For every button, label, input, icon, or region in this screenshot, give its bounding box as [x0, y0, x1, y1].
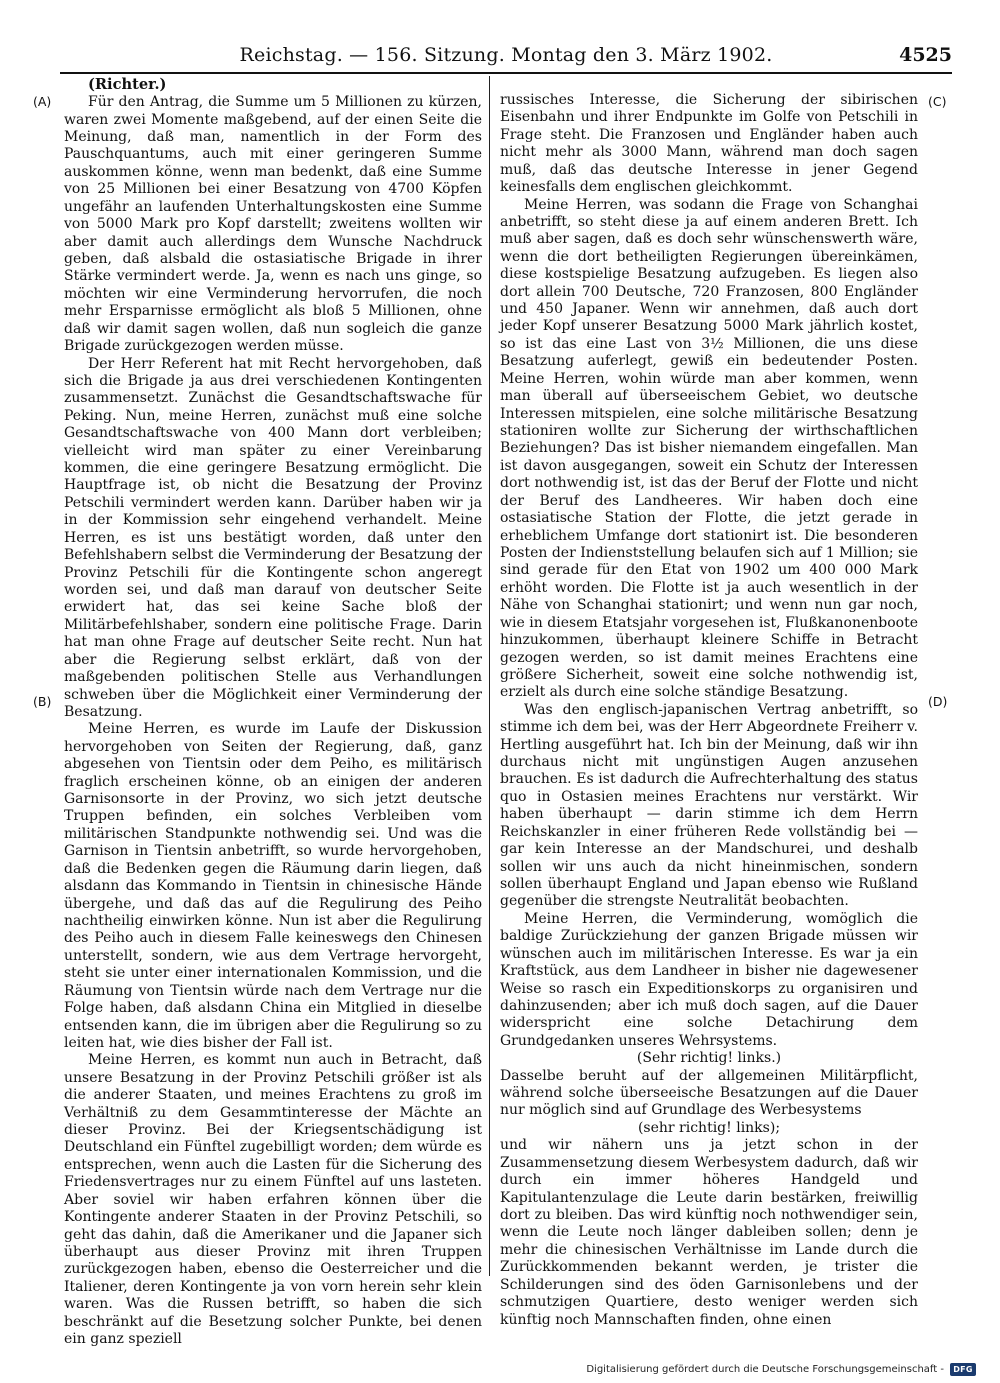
footer-credit — [586, 1363, 976, 1376]
margin-marker-b: (B) — [33, 694, 52, 709]
paragraph: Für den Antrag, die Summe um 5 Millionen zu kürzen, waren zwei Momente maßgebend, auf der einen Seite die Meinung, daß man, namentlich in der Form des Pauschquantums, auch mit einer geringeren Summe auskommen könne, wenn man bedenkt, daß eine Summe von 25 Millionen bei einer Besatzung von 4700 Köpfen ungefähr an laufenden Unterhaltungskosten eine Summe von 5000 Mark pro Kopf darstellt; zweitens wollten wir aber damit auch allerdings dem Wunsche Nachdruck geben, daß alsbald die ostasiatische Brigade in ihrer Stärke vermindert werde. Ja, wenn es nach uns ginge, so möchten wir eine Verminderung hervorrufen, die noch mehr Ersparnisse ermöglicht als bloß 5 Millionen, ohne daß wir damit sagen wollen, daß nun sogleich die ganze Brigade zurückgezogen werden müsse. — [64, 94, 482, 355]
footer-text: Digitalisierung gefördert durch die Deutsche Forschungsgemeinschaft - — [586, 1364, 944, 1375]
margin-marker-c: (C) — [928, 94, 947, 109]
paragraph: russisches Interesse, die Sicherung der sibirischen Eisenbahn und ihrer Endpunkte im Golfe von Petschili in Frage steht. Die Franzosen und Engländer haben auch nicht mehr als 3000 Mann, während man doch sagen muß, daß das deutsche Interesse in jener Gegend keinesfalls dem englischen gleichkommt. — [500, 92, 918, 196]
interjection: (Sehr richtig! links.) — [636, 1050, 782, 1067]
paragraph: Der Herr Referent hat mit Recht hervorgehoben, daß sich die Brigade ja aus drei verschiedenen Kontingenten zusammensetzt. Zunächst die Gesandtschaftswache für Peking. Nun, meine Herren, zunächst muß eine solche Gesandtschaftswache von 400 Mann dort verbleiben; vielleicht wird man später zu einer Vereinbarung kommen, die eine geringere Besatzung ermöglicht. Die Hauptfrage ist, ob nicht die Besatzung der Provinz Petschili vermindert werden kann. Darüber haben wir ja in der Kommission sehr eingehend verhandelt. Meine Herren, es ist uns bestätigt worden, daß unter den Befehlshabern selbst die Verminderung der Besatzung der Provinz Petschili für die Kontingente schon angeregt worden sei, und daß man darauf von deutscher Seite erwidert hat, das sei keine Sache bloß der Militärbefehlshaber, sondern eine politische Frage. Darin hat man ohne Frage auf deutscher Seite recht. Nun hat aber die Regierung selbst erklärt, daß von der maßgebenden politischen Stelle aus Verhandlungen schweben über die Möglichkeit einer Verminderung der Besatzung. — [64, 355, 482, 720]
paragraph: Meine Herren, was sodann die Frage von Schanghai anbetrifft, so steht diese ja auf einem anderen Brett. Ich muß aber sagen, daß es doch sehr wünschenswerth wäre, wenn die dort betheiligten Regierungen übereinkämen, diese kostspielige Besatzung aufzugeben. Es liegen also dort allein 700 Deutsche, 720 Franzosen, 800 Engländer und 450 Japaner. Wenn wir annehmen, daß auch dort jeder Kopf unserer Besatzung 5000 Mark jährlich kostet, so ist das eine Last von 3½ Millionen, die uns diese Besatzung auferlegt, gewiß ein bedeutender Posten. Meine Herren, wohin würde man aber kommen, wenn man überall auf überseeischem Gebiet, wo deutsche Interessen mitspielen, eine solche militärische Besatzung stationiren wollte zur Sicherung der wirthschaftlichen Beziehungen? Das ist bisher niemandem eingefallen. Man ist davon ausgegangen, soweit ein Schutz der Interessen dort nothwendig ist, ist das der Beruf der Flotte und nicht der Beruf des Landheeres. Wir haben doch eine ostasiatische Station der Flotte, die jetzt gerade in erheblichem Umfange dort stationirt ist. Die besonderen Posten der Indienststellung belaufen sich auf 1 Million; sie sind gerade für den Etat von 1902 um 400 000 Mark erhöht worden. Die Flotte ist ja auch wesentlich in der Nähe von Schanghai stationirt; und wenn nun gar noch, wie in diesem Etatsjahr vorgesehen ist, Flußkanonenboote hinzukommen, überhaupt kleinere Schiffe in Betracht gezogen werden, so ist damit meines Erachtens eine größere Sicherheit, soweit eine solche nothwendig ist, erzielt als durch eine solche ständige Besatzung. — [500, 196, 918, 701]
paragraph: Meine Herren, die Verminderung, womöglich die baldige Zurückziehung der ganzen Brigade müssen wir wünschen auch im militärischen Interesse. Es war ja ein Kraftstück, aus dem Landheer in bisher nie dagewesener Weise so rasch ein Expeditionskorps zu organisiren und dahinzusenden; aber ich muß doch sagen, auf die Dauer widerspricht eine solche Detachirung dem Grundgedanken unseres Wehrsystems. — [500, 910, 918, 1049]
paragraph: Meine Herren, es kommt nun auch in Betracht, daß unsere Besatzung in der Provinz Petschili größer ist als die anderer Staaten, und meines Erachtens zu groß im Verhältniß zu dem Gesammtinteresse der Mächte an dieser Provinz. Bei der Kriegsentschädigung ist Deutschland ein Fünftel zugebilligt worden; dem würde es entsprechen, wenn auch die Lasten für die Sicherung des Friedensvertrages nur zu einem Fünftel auf uns lasteten. Aber soviel wir haben erfahren können über die Kontingente anderer Staaten in der Provinz Petschili, so geht das dahin, daß die Amerikaner und die Japaner sich überhaupt aus dieser Provinz mit ihren Truppen zurückgezogen haben, ebenso die Oesterreicher und die Italiener, deren Kontingente ja von vorn herein sehr klein waren. Was die Russen betrifft, so haben die sich beschränkt auf die Besetzung solcher Punkte, bei denen ein ganz speziell — [64, 1052, 482, 1348]
speaker-label: (Richter.) — [88, 76, 167, 93]
dfg-logo-icon: DFG — [950, 1363, 976, 1376]
left-column — [64, 76, 482, 1349]
right-column — [500, 92, 918, 1329]
page-title: Reichstag. — 156. Sitzung. Montag den 3. März 1902. — [239, 44, 773, 66]
interjection: (sehr richtig! links); — [637, 1119, 781, 1136]
paragraph: Dasselbe beruht auf der allgemeinen Militärpflicht, während solche überseeische Besatzungen auf die Dauer nur möglich sind auf Grundlage des Werbesystems — [500, 1067, 918, 1119]
margin-marker-a: (A) — [33, 94, 52, 109]
paragraph: Was den englisch-japanischen Vertrag anbetrifft, so stimme ich dem bei, was der Herr Abgeordnete Freiherr v. Hertling ausgeführt hat. Ich bin der Meinung, daß wir ihn durchaus nicht mit ungünstigen Augen anzusehen brauchen. Es ist dadurch die Aufrechterhaltung des status quo in Ostasien meines Erachtens nur verstärkt. Wir haben überhaupt — darin stimme ich dem Herrn Reichskanzler in einer früheren Rede vollständig bei — gar kein Interesse an der Mandschurei, und deshalb sollen wir uns auch da nicht hineinmischen, sondern sollen überhaupt England und Japan ebenso wie Rußland gegenüber die strengste Neutralität beobachten. — [500, 701, 918, 910]
running-header — [60, 40, 952, 74]
paragraph: und wir nähern uns ja jetzt schon in der Zusammensetzung diesem Werbesystem dadurch, daß wir durch ein immer höheres Handgeld und Kapitulantenzulage die Leute darin bestärken, freiwillig dort zu bleiben. Das wird künftig noch nothwendiger sein, wenn die Leute noch länger dableiben sollen; denn je mehr die chinesischen Verhältnisse im Lande durch die Zurückkommenden bekannt werden, je trister die Schilderungen sind des öden Garnisonlebens und der schmutzigen Quartiere, desto weniger werden sich künftig noch Mannschaften finden, ohne einen — [500, 1137, 918, 1328]
margin-marker-d: (D) — [928, 694, 948, 709]
column-divider — [489, 76, 490, 1276]
paragraph: Meine Herren, es wurde im Laufe der Diskussion hervorgehoben von Seiten der Regierung, daß, ganz abgesehen von Tientsin oder dem Peiho, es militärisch fraglich erscheinen könne, ob an einigen der anderen Garnisonsorte in der Provinz, wo sich jetzt deutsche Truppen befinden, ein solches Verbleiben vom militärischen Standpunkte nothwendig sei. Und was die Garnison in Tientsin anbetrifft, so wurde hervorgehoben, daß die Bedenken gegen die Räumung darin liegen, daß alsdann das Kommando in Tientsin in chinesische Hände übergehe, und daß das auf die Regulirung des Peiho nachtheilig einwirken könne. Nun ist aber die Regulirung des Peiho auch in diesem Falle keineswegs den Chinesen unterstellt, sondern, wie aus dem Vertrage hervorgeht, steht sie unter einer internationalen Kommission, und die Räumung von Tientsin würde nach dem Vertrage nur die Folge haben, daß alsdann China ein Mitglied in dieselbe entsenden kann, die im übrigen aber die Regulirung so zu leiten hat, wie dies bisher der Fall ist. — [64, 721, 482, 1051]
page-number: 4525 — [899, 44, 952, 66]
